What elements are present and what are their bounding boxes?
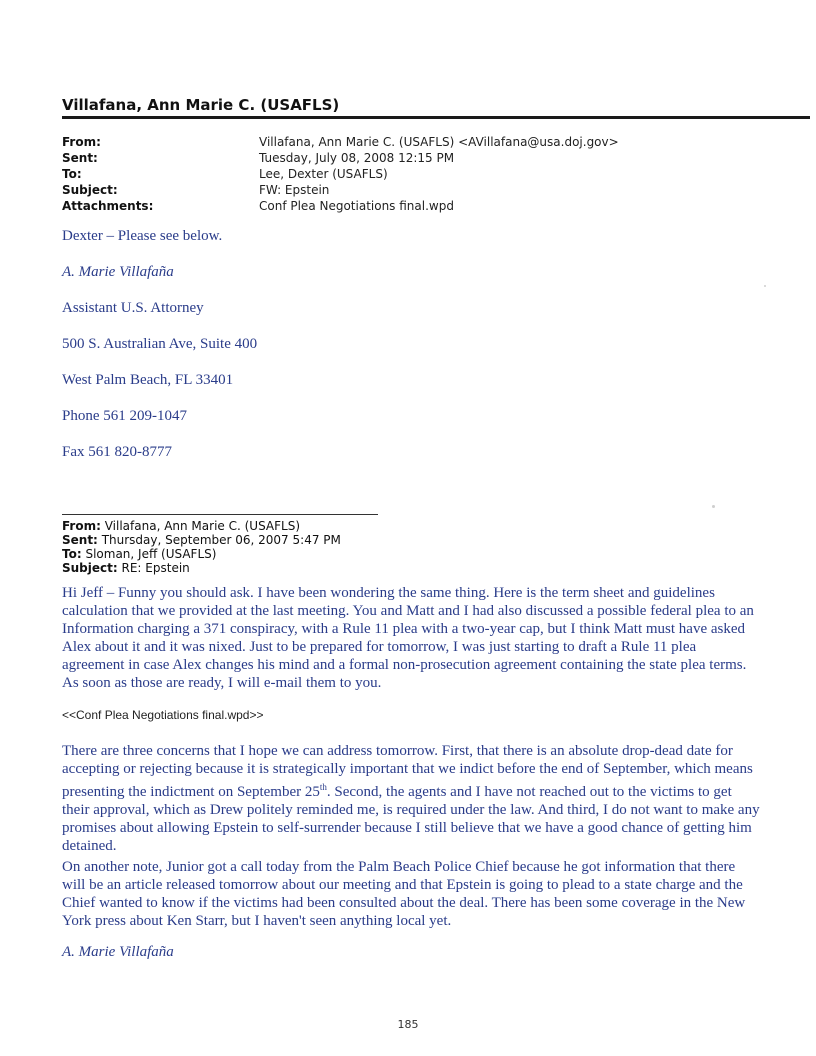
signature-title: Assistant U.S. Attorney: [62, 300, 204, 316]
header-value: Villafana, Ann Marie C. (USAFLS) <AVillafana@usa.doj.gov>: [259, 135, 619, 149]
forwarded-from-label: From:: [62, 519, 101, 533]
forwarded-from-value: Villafana, Ann Marie C. (USAFLS): [104, 519, 301, 533]
header-row-attachments: [62, 198, 619, 214]
forward-divider: [62, 514, 378, 515]
forwarded-subject: [62, 561, 341, 575]
signature-address-line-1: 500 S. Australian Ave, Suite 400: [62, 336, 258, 352]
forwarded-to-label: To:: [62, 547, 82, 561]
header-value: Lee, Dexter (USAFLS): [259, 167, 388, 181]
paragraph-2-text: There are three concerns that I hope we can address tomorrow. First, that there is an absolute drop-dead date for accepting or rejecting because it is strategically important that we indict before the end of September, which means presenting the indictment on September 25: [62, 743, 753, 800]
signature-phone: Phone 561 209-1047: [62, 408, 187, 424]
body-paragraph-3: On another note, Junior got a call today from the Palm Beach Police Chief because he got information that there will be an article released tomorrow about our meeting and that Epstein is going to plead to a state charge and the Chief wanted to know if the victims had been consulted about the deal. There has been some coverage in the New York press about Ken Starr, but I haven't seen anything local yet.: [62, 859, 746, 929]
header-value: Tuesday, July 08, 2008 12:15 PM: [259, 151, 455, 165]
forwarded-sent-label: Sent:: [62, 533, 98, 547]
email-header: [62, 134, 619, 214]
header-label: Attachments:: [62, 199, 154, 213]
body-paragraph-1: Hi Jeff – Funny you should ask. I have been wondering the same thing. Here is the term sheet and guidelines calculation that we provided at the last meeting. You and Matt and I had also discussed a possible federal plea to an Information charging a 371 conspiracy, with a Rule 11 plea with a two-year cap, but I think Matt must have asked Alex about it and it was nixed. Just to be prepared for tomorrow, I was just starting to draft a Rule 11 plea agreement in case Alex changes his mind and a formal non-prosecution agreement containing the state plea terms. As soon as those are ready, I will e-mail them to you.: [62, 585, 754, 691]
forwarded-to: [62, 547, 341, 561]
forwarded-sent: [62, 533, 341, 547]
page-number: 185: [397, 1018, 419, 1031]
forwarded-from: [62, 519, 341, 533]
forwarded-subject-label: Subject:: [62, 561, 118, 575]
attachment-reference: <<Conf Plea Negotiations final.wpd>>: [62, 708, 264, 722]
body-paragraph-2: [62, 742, 762, 855]
closing-signature: A. Marie Villafaña: [62, 944, 174, 960]
forwarded-to-value: Sloman, Jeff (USAFLS): [85, 547, 217, 561]
forwarded-sent-value: Thursday, September 06, 2007 5:47 PM: [101, 533, 341, 547]
header-value: FW: Epstein: [259, 183, 330, 197]
sender-heading: Villafana, Ann Marie C. (USAFLS): [62, 96, 340, 114]
header-value: Conf Plea Negotiations final.wpd: [259, 199, 454, 213]
signature-address-line-2: West Palm Beach, FL 33401: [62, 372, 234, 388]
header-row-from: [62, 134, 619, 150]
header-label: Subject:: [62, 183, 118, 197]
header-label: Sent:: [62, 151, 98, 165]
header-row-sent: [62, 150, 619, 166]
signature-name: A. Marie Villafaña: [62, 264, 174, 280]
paragraph-2-superscript: th: [319, 782, 327, 792]
header-divider: [62, 116, 810, 119]
scan-speck: [764, 285, 766, 287]
scan-speck: [712, 505, 715, 508]
header-row-subject: [62, 182, 619, 198]
forwarded-subject-value: RE: Epstein: [121, 561, 190, 575]
header-label: To:: [62, 167, 82, 181]
header-row-to: [62, 166, 619, 182]
body-intro: Dexter – Please see below.: [62, 228, 223, 244]
forwarded-header: [62, 519, 341, 575]
signature-fax: Fax 561 820-8777: [62, 444, 172, 460]
paragraph-2-text-cont: . Second, the agents and I have not reached out to the victims to get their approval, which as Drew politely reminded me, is required under the law. And third, I do not want to make any promises about allowing Epstein to self-surrender because I still believe that we have a good chance of getting him detained.: [62, 784, 760, 854]
header-label: From:: [62, 135, 101, 149]
